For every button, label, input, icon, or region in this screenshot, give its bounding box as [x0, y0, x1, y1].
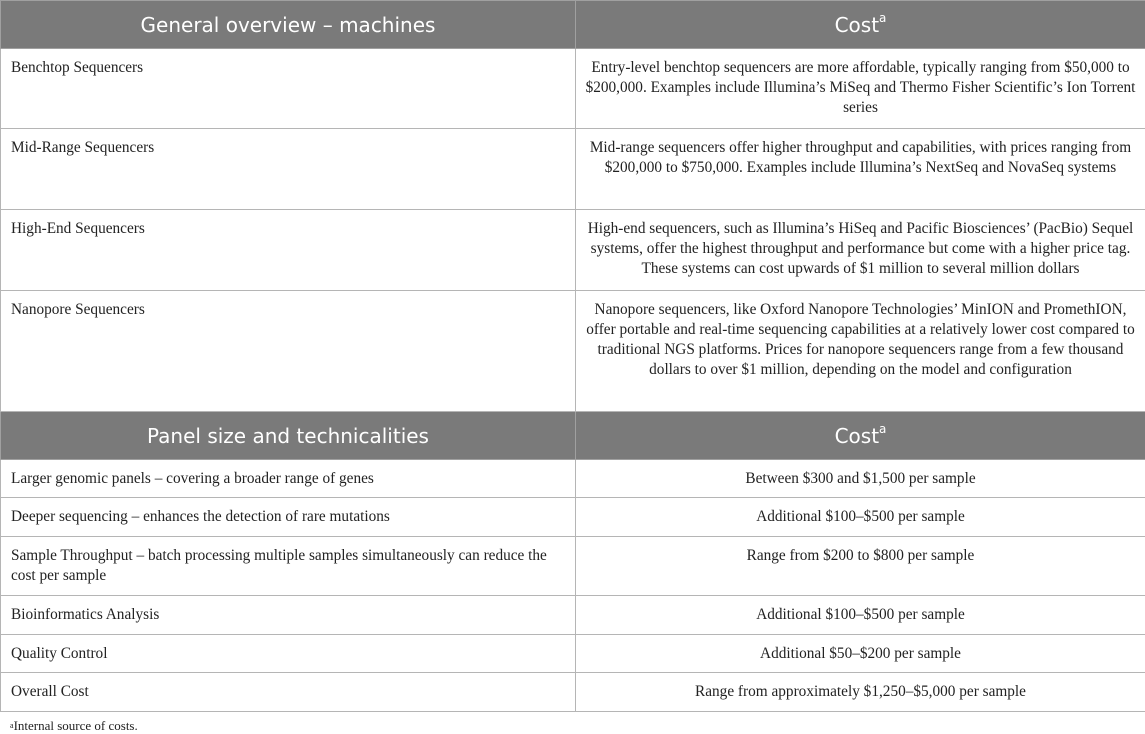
row-cost: Nanopore sequencers, like Oxford Nanopore Technologies’ MinION and PromethION, offer portable and real-time sequencing capabilities at a relatively lower cost compared to traditional NGS platforms. Prices for nanopore sequencers range from a few thousand dollars to over $1 million, depending on the model and configuration	[576, 291, 1145, 412]
row-cost: Range from $200 to $800 per sample	[576, 537, 1145, 596]
section-header-machines	[1, 1, 1145, 49]
row-cost: Additional $100–$500 per sample	[576, 596, 1145, 635]
header-cost	[576, 1, 1145, 49]
table-row	[1, 596, 1145, 635]
row-cost: Additional $50–$200 per sample	[576, 635, 1145, 673]
footnote-text: Internal source of costs.	[13, 718, 138, 733]
row-label: Deeper sequencing – enhances the detection of rare mutations	[1, 498, 576, 537]
header-label: Cost	[834, 423, 880, 448]
row-cost: Mid-range sequencers offer higher throughput and capabilities, with prices ranging from $200,000 to $750,000. Examples include Illumina’s NextSeq and NovaSeq systems	[576, 129, 1145, 210]
row-label: Mid-Range Sequencers	[1, 129, 576, 210]
table-row	[1, 673, 1145, 712]
footnote-marker: a	[879, 421, 887, 436]
row-label: Larger genomic panels – covering a broader range of genes	[1, 460, 576, 498]
footnote-marker: a	[10, 721, 14, 730]
header-general-overview	[1, 1, 576, 49]
row-label: Sample Throughput – batch processing multiple samples simultaneously can reduce the cost per sample	[1, 537, 576, 596]
table-footnote	[10, 718, 138, 734]
table-row	[1, 498, 1145, 537]
table-row	[1, 291, 1145, 412]
table-row	[1, 460, 1145, 498]
row-label: Benchtop Sequencers	[1, 49, 576, 129]
row-label: Overall Cost	[1, 673, 576, 712]
row-cost: Entry-level benchtop sequencers are more affordable, typically ranging from $50,000 to $200,000. Examples include Illumina’s MiSeq and Thermo Fisher Scientific’s Ion Torrent series	[576, 49, 1145, 129]
header-cost	[576, 412, 1145, 460]
row-label: High-End Sequencers	[1, 210, 576, 291]
table-row	[1, 537, 1145, 596]
row-cost: Range from approximately $1,250–$5,000 per sample	[576, 673, 1145, 712]
row-label: Bioinformatics Analysis	[1, 596, 576, 635]
table-row	[1, 129, 1145, 210]
header-label: Panel size and technicalities	[147, 423, 429, 448]
table-row	[1, 49, 1145, 129]
row-label: Quality Control	[1, 635, 576, 673]
header-label: Cost	[834, 12, 880, 37]
row-label: Nanopore Sequencers	[1, 291, 576, 412]
row-cost: Between $300 and $1,500 per sample	[576, 460, 1145, 498]
table-row	[1, 635, 1145, 673]
row-cost: High-end sequencers, such as Illumina’s HiSeq and Pacific Biosciences’ (PacBio) Sequel systems, offer the highest throughput and performance but come with a higher price tag. These systems can cost upwards of $1 million to several million dollars	[576, 210, 1145, 291]
table-row	[1, 210, 1145, 291]
header-label: General overview – machines	[140, 12, 436, 37]
footnote-marker: a	[879, 10, 887, 25]
header-panel-size	[1, 412, 576, 460]
row-cost: Additional $100–$500 per sample	[576, 498, 1145, 537]
section-header-panel-size	[1, 412, 1145, 460]
